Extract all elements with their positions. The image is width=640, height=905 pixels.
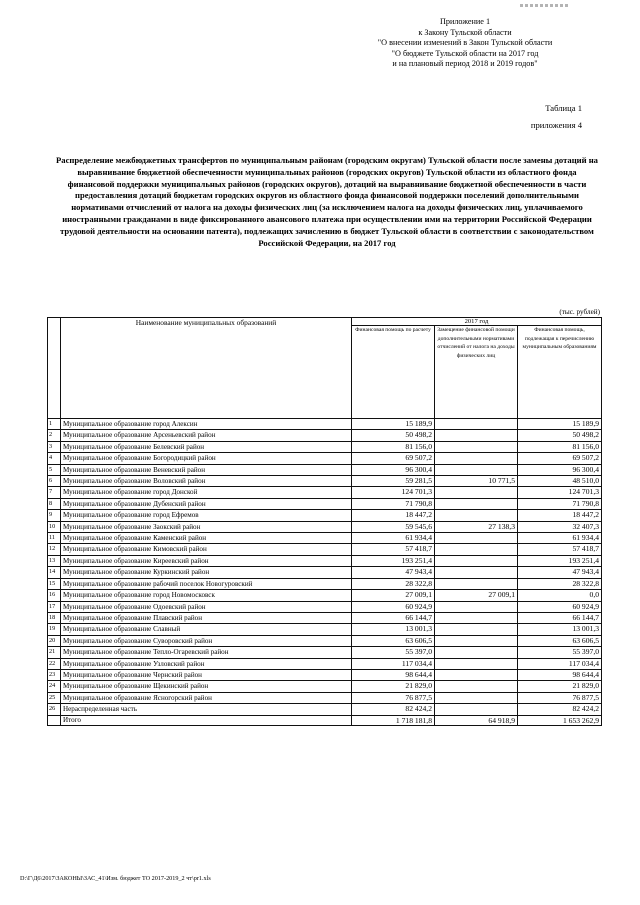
row-name: Муниципальное образование Одоевский район: [61, 601, 352, 612]
row-name: Муниципальное образование Заокский район: [61, 521, 352, 532]
row-index: 10: [48, 521, 61, 532]
row-name: Муниципальное образование Белевский район: [61, 441, 352, 452]
row-aid-to-transfer: 193 251,4: [518, 555, 602, 566]
row-aid-to-transfer: 124 701,3: [518, 487, 602, 498]
row-replacement: [435, 498, 518, 509]
row-calculated-aid: 66 144,7: [352, 612, 435, 623]
table-row: [48, 498, 602, 509]
table-row: [48, 601, 602, 612]
row-index: 4: [48, 453, 61, 464]
row-replacement: [435, 464, 518, 475]
table-row: [48, 635, 602, 646]
appendix-line: и на плановый период 2018 и 2019 годов": [392, 59, 538, 69]
row-name: Муниципальное образование Богородицкий район: [61, 453, 352, 464]
row-aid-to-transfer: 32 407,3: [518, 521, 602, 532]
header-calculated-aid: Финансовая помощь по расчету: [352, 326, 435, 419]
row-aid-to-transfer: 71 790,8: [518, 498, 602, 509]
header-aid-to-transfer: Финансовая помощь, подлежащая к перечислению муниципальным образованиям: [518, 326, 602, 419]
row-name: Муниципальное образование рабочий поселок Новогуровский: [61, 578, 352, 589]
row-index: 2: [48, 430, 61, 441]
total-label: Итого: [61, 715, 352, 725]
row-name: Муниципальное образование Киреевский район: [61, 555, 352, 566]
row-replacement: [435, 578, 518, 589]
row-calculated-aid: 82 424,2: [352, 704, 435, 715]
row-aid-to-transfer: 50 498,2: [518, 430, 602, 441]
row-replacement: [435, 441, 518, 452]
row-calculated-aid: 98 644,4: [352, 669, 435, 680]
row-replacement: 27 009,1: [435, 590, 518, 601]
appendix-line: к Закону Тульской области: [418, 27, 512, 37]
row-calculated-aid: 57 418,7: [352, 544, 435, 555]
row-name: Муниципальное образование город Новомосковск: [61, 590, 352, 601]
row-index: 16: [48, 590, 61, 601]
table-row: [48, 704, 602, 715]
total-calculated-aid: 1 718 181,8: [352, 715, 435, 725]
row-replacement: [435, 453, 518, 464]
row-index: 15: [48, 578, 61, 589]
row-name: Муниципальное образование город Ефремов: [61, 510, 352, 521]
row-index: 14: [48, 567, 61, 578]
row-index: 21: [48, 647, 61, 658]
table-row: [48, 590, 602, 601]
row-name: Муниципальное образование Кимовский район: [61, 544, 352, 555]
table-reference: [500, 100, 582, 134]
row-aid-to-transfer: 96 300,4: [518, 464, 602, 475]
table-row: [48, 658, 602, 669]
row-replacement: 10 771,5: [435, 476, 518, 487]
total-row: [48, 715, 602, 725]
header-replacement: Замещение финансовой помощи дополнительными нормативами отчислений от налога на доходы физических лиц: [435, 326, 518, 419]
row-index: 9: [48, 510, 61, 521]
row-aid-to-transfer: 48 510,0: [518, 476, 602, 487]
table-row: [48, 510, 602, 521]
total-aid-to-transfer: 1 653 262,9: [518, 715, 602, 725]
table-row: [48, 544, 602, 555]
row-aid-to-transfer: 21 829,0: [518, 681, 602, 692]
row-replacement: [435, 487, 518, 498]
row-name: Муниципальное образование Узловский район: [61, 658, 352, 669]
row-name: Муниципальное образование Дубенский район: [61, 498, 352, 509]
row-replacement: [435, 419, 518, 430]
row-calculated-aid: 59 545,6: [352, 521, 435, 532]
row-index: 24: [48, 681, 61, 692]
row-calculated-aid: 21 829,0: [352, 681, 435, 692]
row-index: 7: [48, 487, 61, 498]
row-calculated-aid: 124 701,3: [352, 487, 435, 498]
row-aid-to-transfer: 61 934,4: [518, 533, 602, 544]
row-calculated-aid: 47 943,4: [352, 567, 435, 578]
row-aid-to-transfer: 63 606,5: [518, 635, 602, 646]
table-row: [48, 692, 602, 703]
units-label: (тыс. рублей): [559, 308, 600, 316]
row-aid-to-transfer: 28 322,8: [518, 578, 602, 589]
row-replacement: [435, 669, 518, 680]
row-calculated-aid: 81 156,0: [352, 441, 435, 452]
table-row: [48, 430, 602, 441]
row-name: Муниципальное образование Щекинский район: [61, 681, 352, 692]
row-replacement: [435, 601, 518, 612]
row-name: Муниципальное образование Каменский район: [61, 533, 352, 544]
table-row: [48, 624, 602, 635]
table-row: [48, 567, 602, 578]
row-name: Муниципальное образование Славный: [61, 624, 352, 635]
row-replacement: [435, 544, 518, 555]
row-index: 19: [48, 624, 61, 635]
row-calculated-aid: 15 189,9: [352, 419, 435, 430]
row-aid-to-transfer: 98 644,4: [518, 669, 602, 680]
header-index-cell: [48, 318, 61, 419]
row-index: 11: [48, 533, 61, 544]
row-index: 20: [48, 635, 61, 646]
row-index: 22: [48, 658, 61, 669]
row-calculated-aid: 71 790,8: [352, 498, 435, 509]
header-year: 2017 год: [352, 318, 602, 326]
row-aid-to-transfer: 0,0: [518, 590, 602, 601]
row-name: Муниципальное образование Воловский район: [61, 476, 352, 487]
table-row: [48, 533, 602, 544]
row-index: 13: [48, 555, 61, 566]
row-aid-to-transfer: 82 424,2: [518, 704, 602, 715]
row-calculated-aid: 117 034,4: [352, 658, 435, 669]
row-aid-to-transfer: 117 034,4: [518, 658, 602, 669]
table-row: [48, 464, 602, 475]
table-row: [48, 669, 602, 680]
row-name: Муниципальное образование Арсеньевский район: [61, 430, 352, 441]
table-label: Таблица 1: [545, 103, 582, 113]
appendix-line: Приложение 1: [439, 17, 491, 26]
row-aid-to-transfer: 69 507,2: [518, 453, 602, 464]
row-calculated-aid: 50 498,2: [352, 430, 435, 441]
row-index: 5: [48, 464, 61, 475]
table-row: [48, 487, 602, 498]
table-row: [48, 681, 602, 692]
total-index-cell: [48, 715, 61, 725]
row-index: 3: [48, 441, 61, 452]
row-replacement: [435, 704, 518, 715]
row-aid-to-transfer: 57 418,7: [518, 544, 602, 555]
row-replacement: [435, 612, 518, 623]
row-replacement: [435, 624, 518, 635]
row-name: Муниципальное образование город Алексин: [61, 419, 352, 430]
row-name: Муниципальное образование Суворовский район: [61, 635, 352, 646]
row-calculated-aid: 76 877,5: [352, 692, 435, 703]
row-index: 6: [48, 476, 61, 487]
row-replacement: [435, 533, 518, 544]
scan-artifact: [520, 4, 568, 7]
row-index: 1: [48, 419, 61, 430]
row-replacement: [435, 635, 518, 646]
row-aid-to-transfer: 81 156,0: [518, 441, 602, 452]
row-index: 26: [48, 704, 61, 715]
row-calculated-aid: 61 934,4: [352, 533, 435, 544]
row-replacement: [435, 567, 518, 578]
row-calculated-aid: 96 300,4: [352, 464, 435, 475]
row-replacement: [435, 430, 518, 441]
row-calculated-aid: 59 281,5: [352, 476, 435, 487]
row-name: Муниципальное образование Чернский район: [61, 669, 352, 680]
row-index: 23: [48, 669, 61, 680]
row-calculated-aid: 13 001,3: [352, 624, 435, 635]
row-calculated-aid: 55 397,0: [352, 647, 435, 658]
row-name: Муниципальное образование Плавский район: [61, 612, 352, 623]
row-index: 17: [48, 601, 61, 612]
total-replacement: 64 918,9: [435, 715, 518, 725]
transfers-table: [47, 317, 602, 726]
row-name: Муниципальное образование Ясногорский район: [61, 692, 352, 703]
row-name: Муниципальное образование Куркинский район: [61, 567, 352, 578]
table-row: [48, 578, 602, 589]
row-calculated-aid: 63 606,5: [352, 635, 435, 646]
table-row: [48, 419, 602, 430]
appendix-line: "О бюджете Тульской области на 2017 год: [391, 48, 539, 58]
row-index: 18: [48, 612, 61, 623]
table-row: [48, 521, 602, 532]
table-row: [48, 476, 602, 487]
row-calculated-aid: 69 507,2: [352, 453, 435, 464]
row-name: Муниципальное образование город Донской: [61, 487, 352, 498]
row-aid-to-transfer: 18 447,2: [518, 510, 602, 521]
row-calculated-aid: 18 447,2: [352, 510, 435, 521]
row-aid-to-transfer: 13 001,3: [518, 624, 602, 635]
table-row: [48, 612, 602, 623]
row-replacement: 27 138,3: [435, 521, 518, 532]
table-row: [48, 647, 602, 658]
file-path: D:\Г\Д6\2017\ЗАКОНЫ\ЗАС_41\Изм. бюджет ТО 2017-2019_2 чт\pr1.xls: [20, 875, 211, 882]
header-name: Наименование муниципальных образований: [61, 318, 352, 419]
row-aid-to-transfer: 66 144,7: [518, 612, 602, 623]
row-replacement: [435, 510, 518, 521]
table-row: [48, 555, 602, 566]
row-index: 25: [48, 692, 61, 703]
row-aid-to-transfer: 60 924,9: [518, 601, 602, 612]
row-index: 8: [48, 498, 61, 509]
table-appendix-label: приложения 4: [530, 120, 582, 130]
row-replacement: [435, 555, 518, 566]
row-name: Муниципальное образование Веневский район: [61, 464, 352, 475]
row-aid-to-transfer: 15 189,9: [518, 419, 602, 430]
row-name: Нераспределенная часть: [61, 704, 352, 715]
row-replacement: [435, 647, 518, 658]
row-index: 12: [48, 544, 61, 555]
row-replacement: [435, 692, 518, 703]
row-calculated-aid: 60 924,9: [352, 601, 435, 612]
row-calculated-aid: 27 009,1: [352, 590, 435, 601]
row-name: Муниципальное образование Тепло-Огаревский район: [61, 647, 352, 658]
row-calculated-aid: 28 322,8: [352, 578, 435, 589]
row-replacement: [435, 658, 518, 669]
appendix-line: "О внесении изменений в Закон Тульской области: [377, 38, 553, 48]
row-calculated-aid: 193 251,4: [352, 555, 435, 566]
appendix-header: [350, 17, 580, 70]
table-row: [48, 441, 602, 452]
row-aid-to-transfer: 76 877,5: [518, 692, 602, 703]
table-row: [48, 453, 602, 464]
document-title: Распределение межбюджетных трансфертов по муниципальным районам (городским округам) Тульской области после замены дотаций на выравнивание бюджетной обеспеченности муниципальных районов (городских округов) Тульской области из областного фонда финансовой поддержки муниципальных районов (городских округов), дотаций на выравнивание бюджетной обеспеченности в части предоставления дотаций бюджетам городских округов из областного фонда финансовой поддержки поселений дополнительными нормативами отчислений от налога на доходы физических лиц (за исключением налога на доходы физических лиц, уплачиваемого иностранными гражданами в виде фиксированного авансового платежа при осуществлении ими на территории Российской Федерации трудовой деятельности на основании патента), подлежащих зачислению в бюджет Тульской области в соответствии с законодательством Российской Федерации, на 2017 год: [56, 155, 598, 248]
row-aid-to-transfer: 47 943,4: [518, 567, 602, 578]
row-replacement: [435, 681, 518, 692]
row-aid-to-transfer: 55 397,0: [518, 647, 602, 658]
